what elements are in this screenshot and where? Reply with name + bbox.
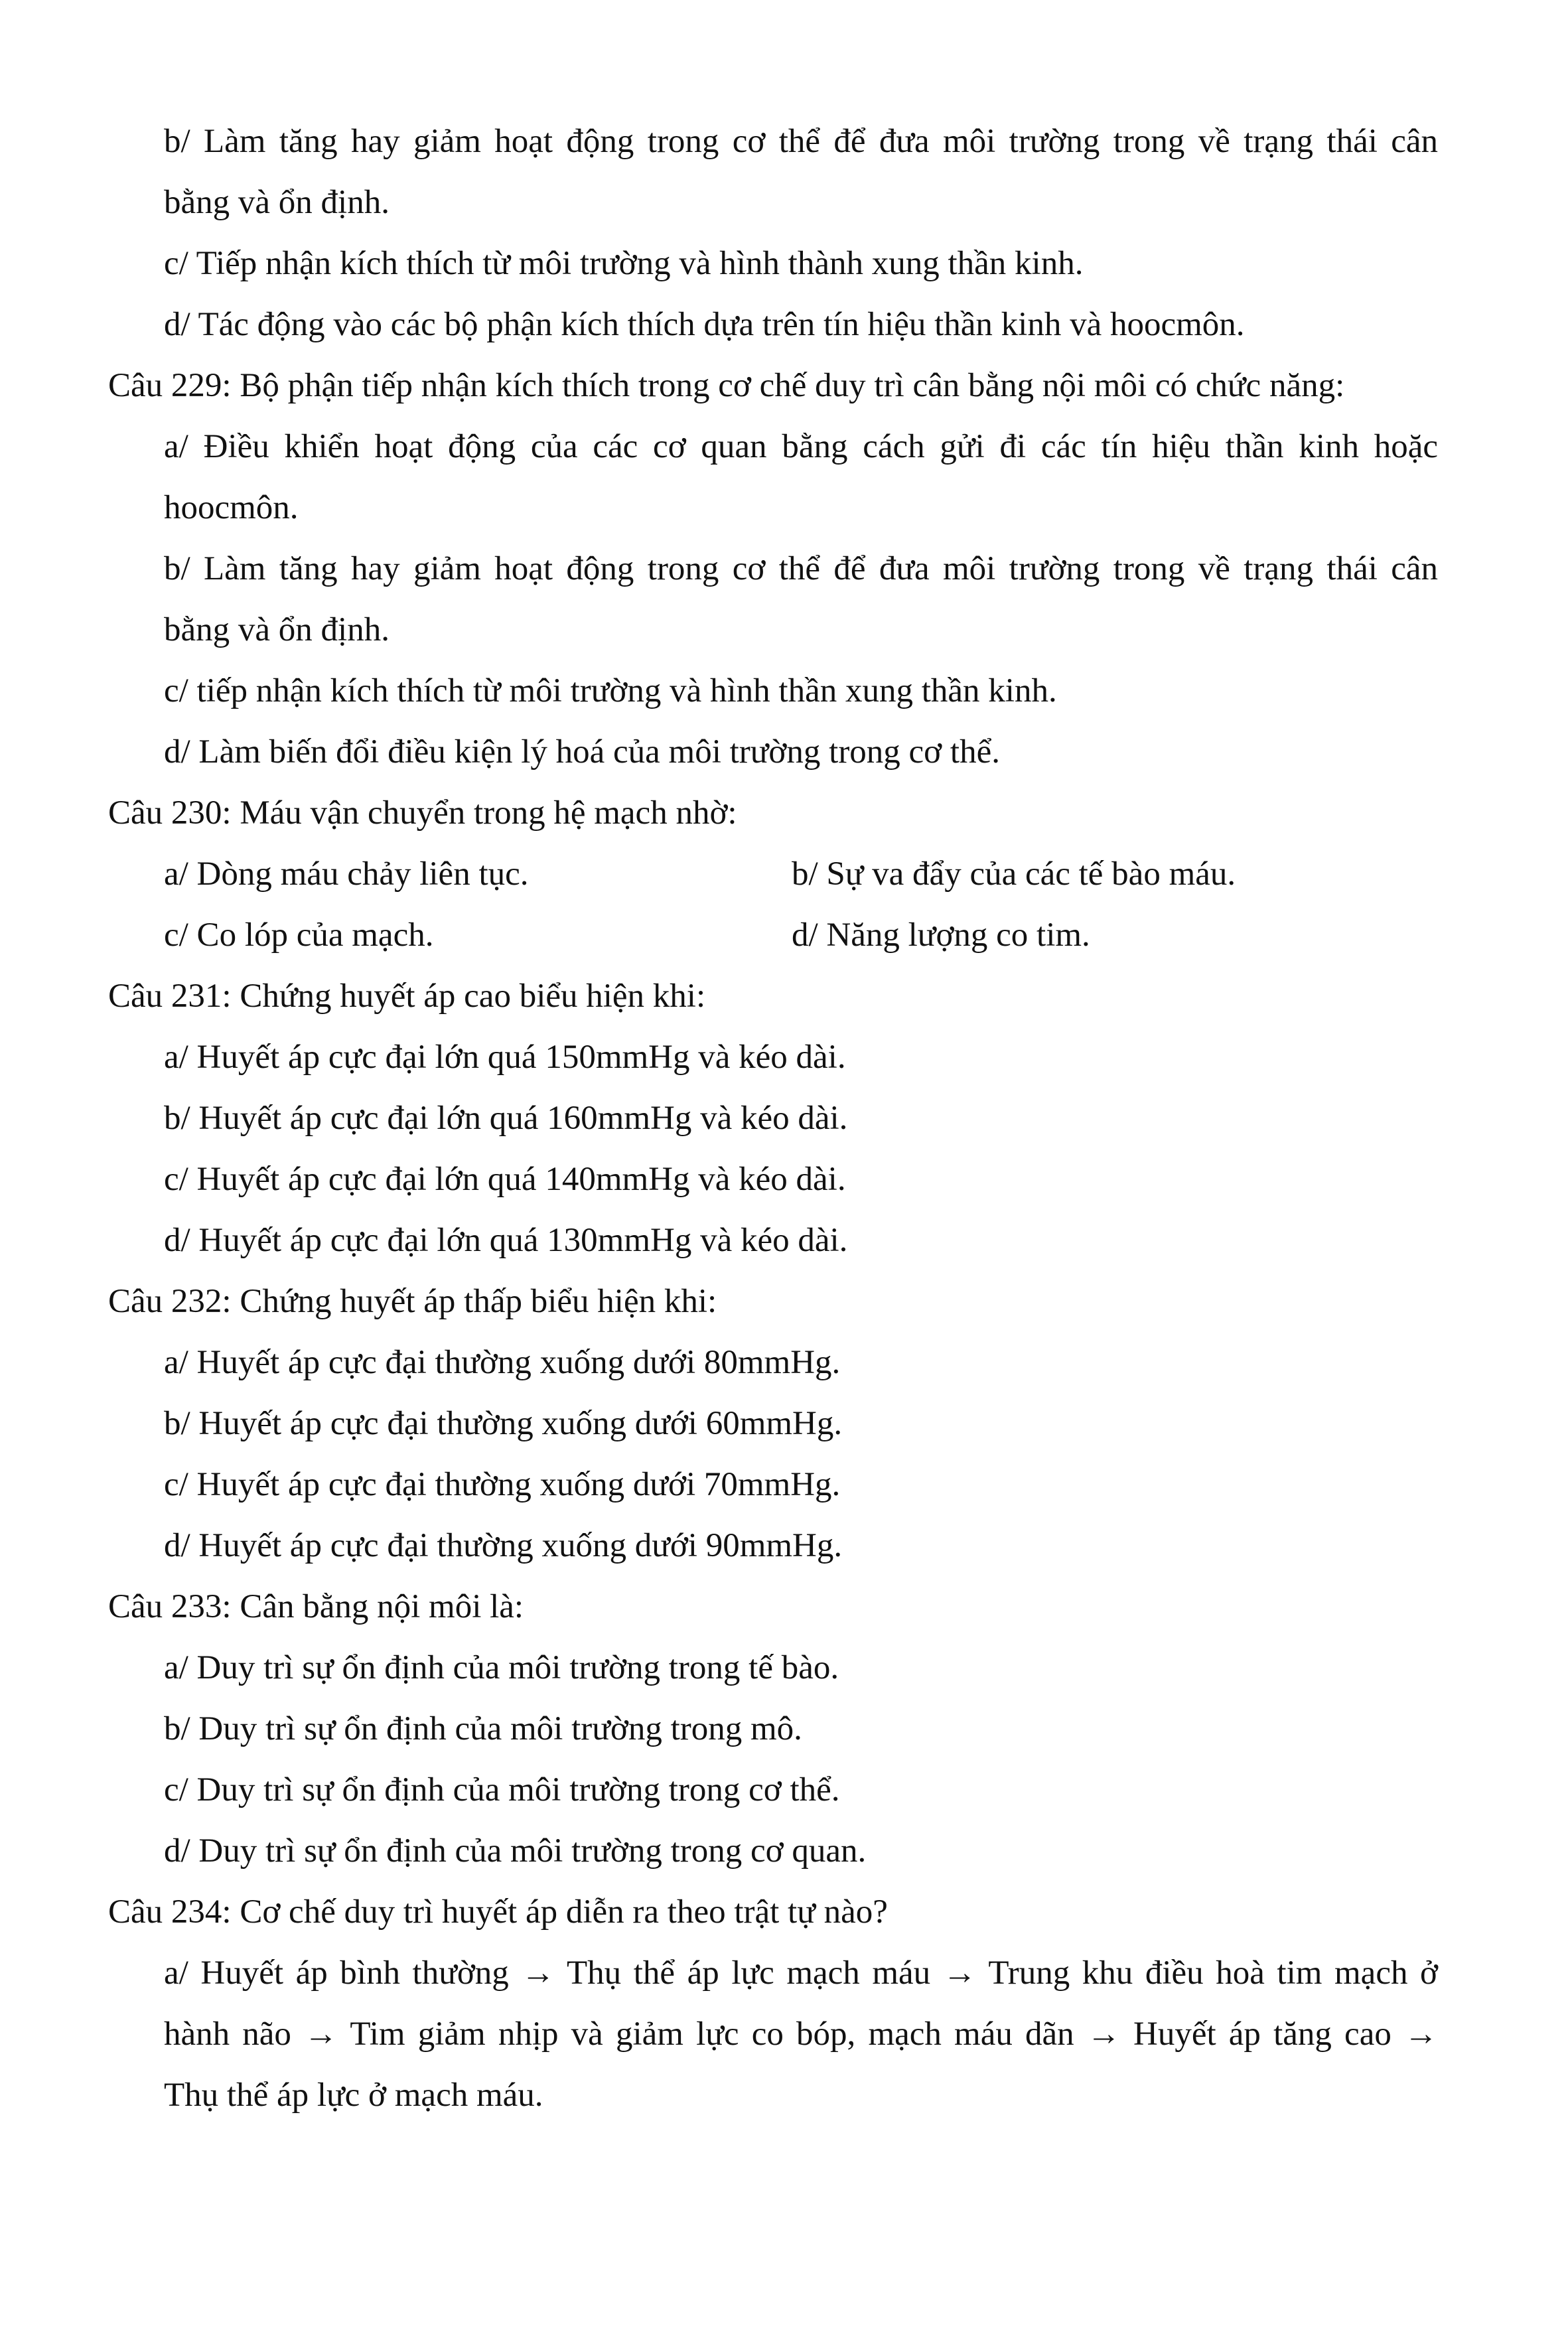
question-title: Câu 233: Cân bằng nội môi là: xyxy=(108,1588,524,1625)
option-line: bằng và ổn định. xyxy=(164,611,390,648)
question-title: Câu 229: Bộ phận tiếp nhận kích thích trong cơ chế duy trì cân bằng nội môi có chức năng: xyxy=(108,367,1345,404)
option-line: c/ Tiếp nhận kích thích từ môi trường và hình thành xung thần kinh. xyxy=(164,245,1084,282)
option-line: a/ Điều khiển hoạt động của các cơ quan bằng cách gửi đi các tín hiệu thần kinh hoặc xyxy=(164,428,1438,465)
option-line: hành não → Tim giảm nhịp và giảm lực co bóp, mạch máu dãn → Huyết áp tăng cao → xyxy=(164,2016,1438,2053)
option-line: d/ Duy trì sự ổn định của môi trường trong cơ quan. xyxy=(164,1832,867,1870)
question-title: Câu 230: Máu vận chuyển trong hệ mạch nhờ: xyxy=(108,794,737,832)
option-line: a/ Duy trì sự ổn định của môi trường trong tế bào. xyxy=(164,1649,839,1686)
option-line: d/ Tác động vào các bộ phận kích thích dựa trên tín hiệu thần kinh và hoocmôn. xyxy=(164,306,1245,343)
option-line: b/ Làm tăng hay giảm hoạt động trong cơ thể để đưa môi trường trong về trạng thái cân xyxy=(164,550,1438,587)
option-line: d/ Huyết áp cực đại lớn quá 130mmHg và kéo dài. xyxy=(164,1222,848,1259)
option-line: d/ Làm biến đổi điều kiện lý hoá của môi trường trong cơ thể. xyxy=(164,733,1000,771)
option-line: b/ Duy trì sự ổn định của môi trường trong mô. xyxy=(164,1710,802,1747)
option-line: d/ Huyết áp cực đại thường xuống dưới 90mmHg. xyxy=(164,1527,843,1564)
option-line: a/ Huyết áp bình thường → Thụ thể áp lực mạch máu → Trung khu điều hoà tim mạch ở xyxy=(164,1954,1438,1992)
option-line: a/ Dòng máu chảy liên tục. xyxy=(164,855,529,893)
option-line: a/ Huyết áp cực đại lớn quá 150mmHg và kéo dài. xyxy=(164,1039,846,1076)
option-line: b/ Huyết áp cực đại thường xuống dưới 60mmHg. xyxy=(164,1405,843,1442)
option-line: d/ Năng lượng co tim. xyxy=(792,917,1090,954)
option-line: Thụ thể áp lực ở mạch máu. xyxy=(164,2077,543,2114)
option-line: hoocmôn. xyxy=(164,489,299,526)
option-line: c/ Co lóp của mạch. xyxy=(164,917,434,954)
question-title: Câu 231: Chứng huyết áp cao biểu hiện khi: xyxy=(108,978,706,1015)
option-line: c/ Huyết áp cực đại lớn quá 140mmHg và kéo dài. xyxy=(164,1161,846,1198)
option-line: c/ Duy trì sự ổn định của môi trường trong cơ thể. xyxy=(164,1771,840,1808)
option-line: c/ tiếp nhận kích thích từ môi trường và hình thần xung thần kinh. xyxy=(164,672,1057,709)
option-line: a/ Huyết áp cực đại thường xuống dưới 80mmHg. xyxy=(164,1344,841,1381)
question-title: Câu 232: Chứng huyết áp thấp biểu hiện khi: xyxy=(108,1283,717,1320)
option-line: c/ Huyết áp cực đại thường xuống dưới 70mmHg. xyxy=(164,1466,841,1503)
option-line: b/ Sự va đẩy của các tế bào máu. xyxy=(792,855,1236,893)
option-line: b/ Huyết áp cực đại lớn quá 160mmHg và kéo dài. xyxy=(164,1100,848,1137)
option-line: b/ Làm tăng hay giảm hoạt động trong cơ thể để đưa môi trường trong về trạng thái cân xyxy=(164,123,1438,160)
option-line: bằng và ổn định. xyxy=(164,184,390,221)
question-title: Câu 234: Cơ chế duy trì huyết áp diễn ra theo trật tự nào? xyxy=(108,1893,888,1931)
